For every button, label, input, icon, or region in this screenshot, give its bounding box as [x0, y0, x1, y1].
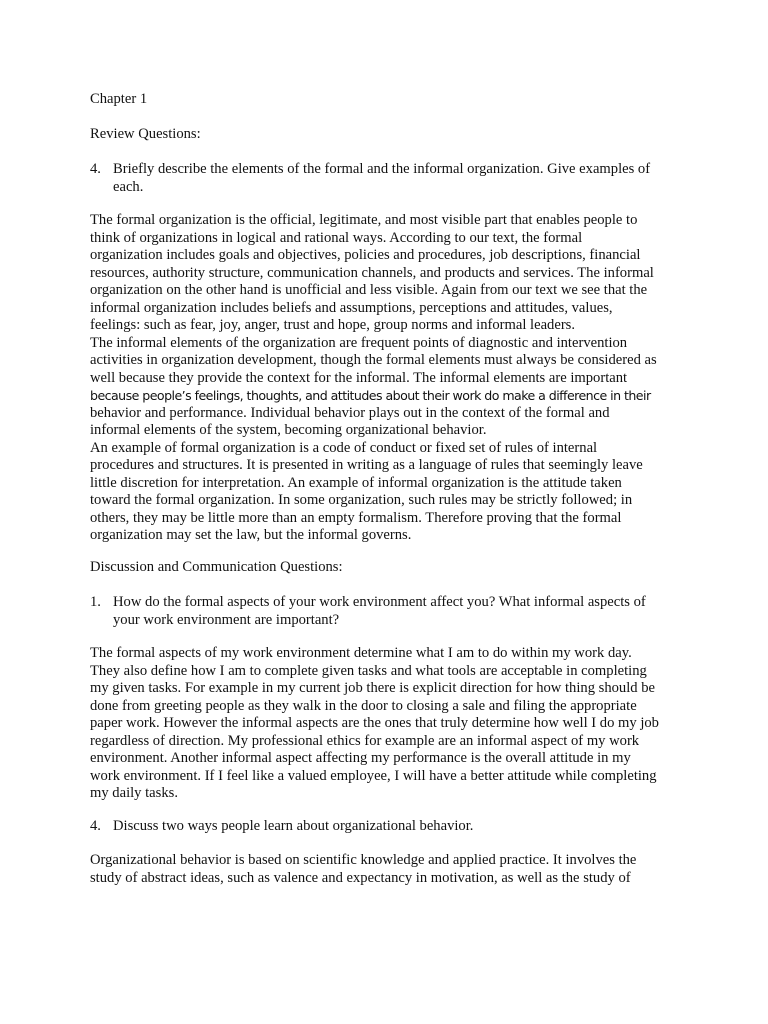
paragraph-line: organization on the other hand is unofficial and less visible. Again from our text we see that the: [90, 282, 648, 298]
paragraph-line: because people’s feelings, thoughts, and attitudes about their work do make a difference in their: [90, 388, 651, 403]
paragraph-line: The formal organization is the official, legitimate, and most visible part that enables people to: [90, 212, 638, 228]
paragraph-line: informal organization includes beliefs and assumptions, perceptions and attitudes, values,: [90, 299, 613, 316]
paragraph-line: done from greeting people as they walk in the door to closing a sale and filing the appropriate: [90, 697, 637, 714]
question-line: How do the formal aspects of your work environment affect you? What informal aspects of: [113, 594, 646, 610]
paragraph-line: organization includes goals and objectives, policies and procedures, job descriptions, financial: [90, 247, 641, 263]
answer-work-environment: [90, 645, 690, 803]
paragraph-line: toward the formal organization. In some organization, such rules may be strictly followed; in: [90, 492, 633, 508]
paragraph-line: paper work. However the informal aspects are the ones that truly determine how well I do my job: [90, 715, 659, 731]
paragraph-line: procedures and structures. It is presented in writing as a language of rules that seemingly leave: [90, 457, 643, 473]
paragraph-line: An example of formal organization is a code of conduct or fixed set of rules of internal: [90, 439, 598, 456]
paragraph-line: Organizational behavior is based on scientific knowledge and applied practice. It involves the: [90, 852, 637, 868]
paragraph-line: my given tasks. For example in my current job there is explicit direction for how thing should be: [90, 680, 655, 696]
question-line: each.: [113, 178, 144, 195]
discussion-questions-heading: Discussion and Communication Questions:: [90, 559, 343, 575]
paragraph-line: activities in organization development, though the formal elements must always be considered as: [90, 352, 657, 368]
question-line: Briefly describe the elements of the formal and the informal organization. Give examples of: [113, 161, 651, 177]
answer-organizational-behavior: [90, 852, 690, 887]
chapter-title: Chapter 1: [90, 91, 148, 107]
paragraph-line: organization may set the law, but the informal governs.: [90, 527, 412, 543]
question-number: 1.: [90, 594, 101, 610]
paragraph-line: regardless of direction. My professional ethics for example are an informal aspect of my work: [90, 732, 640, 749]
review-questions-heading: Review Questions:: [90, 126, 201, 142]
paragraph-line: think of organizations in logical and rational ways. According to our text, the formal: [90, 229, 583, 246]
paragraph-line: well because they provide the context for the informal. The informal elements are important: [90, 369, 628, 386]
paragraph-line: The formal aspects of my work environment determine what I am to do within my work day.: [90, 645, 632, 661]
question-line: Discuss two ways people learn about organizational behavior.: [113, 818, 474, 834]
question-text: [113, 161, 693, 196]
paragraph-line: They also define how I am to complete given tasks and what tools are acceptable in completing: [90, 662, 647, 679]
question-text: [113, 594, 693, 629]
answer-formal-informal: [90, 212, 690, 545]
paragraph-line: work environment. If I feel like a valued employee, I will have a better attitude while completing: [90, 767, 657, 784]
paragraph-line: behavior and performance. Individual behavior plays out in the context of the formal and: [90, 404, 610, 421]
paragraph-line: little discretion for interpretation. An example of informal organization is the attitude taken: [90, 474, 622, 491]
paragraph-line: my daily tasks.: [90, 785, 178, 801]
paragraph-line: informal elements of the system, becoming organizational behavior.: [90, 422, 487, 438]
question-line: your work environment are important?: [113, 611, 340, 628]
question-text: [113, 818, 693, 836]
paragraph-line: feelings: such as fear, joy, anger, trust and hope, group norms and informal leaders.: [90, 317, 576, 333]
paragraph-line: The informal elements of the organization are frequent points of diagnostic and intervention: [90, 334, 628, 351]
paragraph-line: environment. Another informal aspect affecting my performance is the overall attitude in my: [90, 750, 631, 766]
paragraph-line: resources, authority structure, communication channels, and products and services. The informal: [90, 264, 654, 281]
question-number: 4.: [90, 818, 101, 834]
paragraph-line: study of abstract ideas, such as valence and expectancy in motivation, as well as the study of: [90, 869, 631, 886]
paragraph-line: others, they may be little more than an empty formalism. Therefore proving that the formal: [90, 509, 622, 526]
question-number: 4.: [90, 161, 101, 177]
